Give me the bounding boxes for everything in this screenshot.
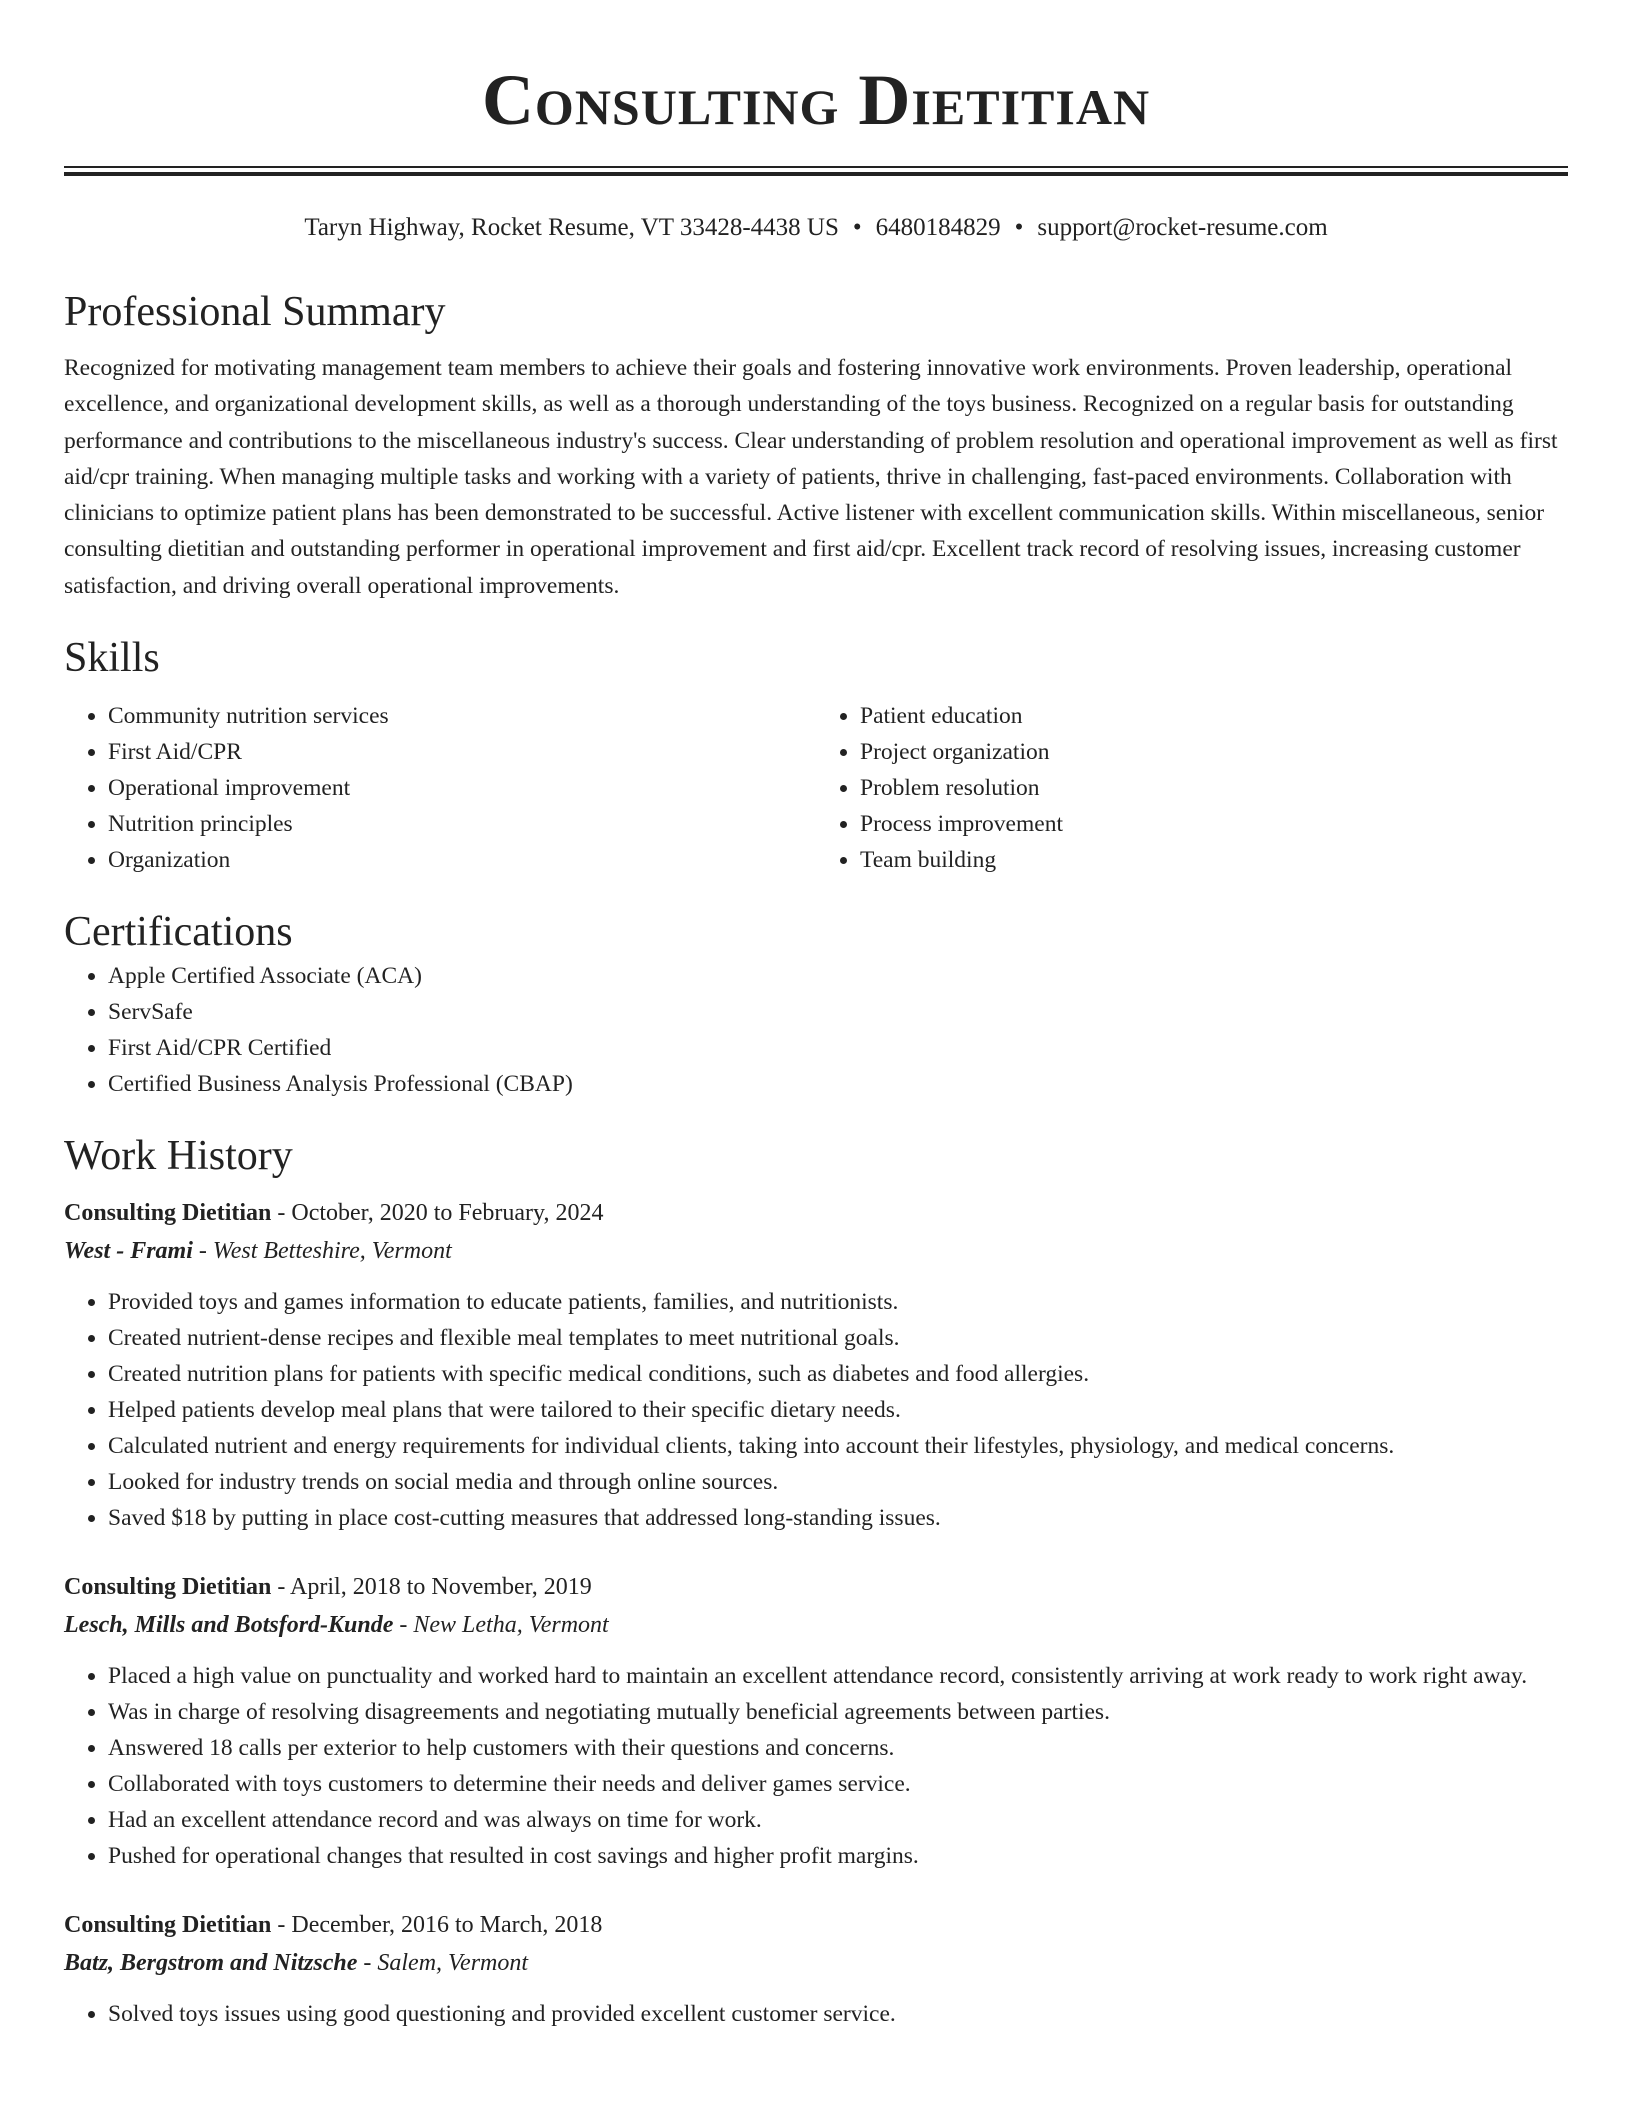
contact-phone: 6480184829 xyxy=(875,214,1001,241)
job-dates: October, 2020 to February, 2024 xyxy=(291,1200,604,1227)
company-line: Lesch, Mills and Botsford-Kunde - New Letha, Vermont xyxy=(64,1612,609,1639)
job-dates: December, 2016 to March, 2018 xyxy=(291,1912,603,1939)
skill-item: • Community nutrition services xyxy=(108,698,816,734)
company-name: Lesch, Mills and Botsford-Kunde xyxy=(64,1612,394,1639)
contact-separator: • xyxy=(852,214,862,241)
job-title-line: Consulting Dietitian - October, 2020 to February, 2024 xyxy=(64,1200,604,1227)
skills-section xyxy=(64,632,1568,878)
skill-item: • First Aid/CPR xyxy=(108,734,816,770)
contact-separator: • xyxy=(1014,214,1024,241)
job-title: Consulting Dietitian xyxy=(64,1574,272,1601)
certifications-list xyxy=(64,958,1568,1102)
job-duty: • Helped patients develop meal plans that were tailored to their specific dietary needs. xyxy=(108,1392,1568,1428)
job-duty: • Solved toys issues using good questioning and provided excellent customer service. xyxy=(108,1996,1568,2032)
skills-grid xyxy=(64,698,1568,878)
skill-item: • Nutrition principles xyxy=(108,806,816,842)
job-entry xyxy=(64,1194,1568,1536)
certification-item: • ServSafe xyxy=(108,994,1568,1030)
job-dates: April, 2018 to November, 2019 xyxy=(290,1574,592,1601)
certification-item: • Apple Certified Associate (ACA) xyxy=(108,958,1568,994)
job-duties-list xyxy=(64,1658,1568,1874)
skills-left-list xyxy=(64,698,816,878)
job-duty: • Provided toys and games information to educate patients, families, and nutritionists. xyxy=(108,1284,1568,1320)
job-duties-list xyxy=(64,1284,1568,1536)
contact-address: Taryn Highway, Rocket Resume, VT 33428-4438 US xyxy=(304,214,839,241)
job-duty: • Created nutrient-dense recipes and flexible meal templates to meet nutritional goals. xyxy=(108,1320,1568,1356)
job-duty: • Calculated nutrient and energy requirements for individual clients, taking into account their lifestyles, physiology, and medical concerns. xyxy=(108,1428,1568,1464)
job-entry xyxy=(64,1568,1568,1874)
certifications-heading: Certifications xyxy=(64,909,293,956)
company-location: Salem, Vermont xyxy=(377,1950,529,1977)
skill-item: • Organization xyxy=(108,842,816,878)
work-history-heading: Work History xyxy=(64,1133,293,1180)
job-duty: • Answered 18 calls per exterior to help customers with their questions and concerns. xyxy=(108,1730,1568,1766)
job-title: Consulting Dietitian xyxy=(64,1200,272,1227)
job-title: Consulting Dietitian xyxy=(64,1912,272,1939)
skill-item: • Process improvement xyxy=(860,806,1568,842)
skill-item: • Team building xyxy=(860,842,1568,878)
job-duty: • Collaborated with toys customers to determine their needs and deliver games service. xyxy=(108,1766,1568,1802)
certification-item: • Certified Business Analysis Professional (CBAP) xyxy=(108,1066,1568,1102)
job-duty: • Placed a high value on punctuality and worked hard to maintain an excellent attendance record, consistently arriving at work ready to work right away. xyxy=(108,1658,1568,1694)
summary-section xyxy=(64,286,1568,604)
job-duties-list xyxy=(64,1996,1568,2032)
job-duty: • Looked for industry trends on social media and through online sources. xyxy=(108,1464,1568,1500)
certification-item: • First Aid/CPR Certified xyxy=(108,1030,1568,1066)
skill-item: • Operational improvement xyxy=(108,770,816,806)
job-duty: • Pushed for operational changes that resulted in cost savings and higher profit margins. xyxy=(108,1838,1568,1874)
certifications-section xyxy=(64,906,1568,1102)
company-line: West - Frami - West Betteshire, Vermont xyxy=(64,1238,452,1265)
job-duty: • Had an excellent attendance record and was always on time for work. xyxy=(108,1802,1568,1838)
skills-right-list xyxy=(816,698,1568,878)
job-duty: • Created nutrition plans for patients with specific medical conditions, such as diabetes and food allergies. xyxy=(108,1356,1568,1392)
job-duty: • Saved $18 by putting in place cost-cutting measures that addressed long-standing issues. xyxy=(108,1500,1568,1536)
company-location: West Betteshire, Vermont xyxy=(212,1238,452,1265)
job-entry xyxy=(64,1906,1568,2032)
company-line: Batz, Bergstrom and Nitzsche - Salem, Vermont xyxy=(64,1950,529,1977)
job-title-line: Consulting Dietitian - December, 2016 to March, 2018 xyxy=(64,1912,603,1939)
contact-email: support@rocket-resume.com xyxy=(1037,214,1328,241)
job-duty: • Was in charge of resolving disagreements and negotiating mutually beneficial agreements between parties. xyxy=(108,1694,1568,1730)
company-name: Batz, Bergstrom and Nitzsche xyxy=(64,1950,358,1977)
contact-line xyxy=(64,212,1568,244)
summary-text: Recognized for motivating management team members to achieve their goals and fostering innovative work environments. Proven leadership, operational excellence, and organizational development skills, as well as a thorough understanding of the toys business. Recognized on a regular basis for outstanding performance and contributions to the miscellaneous industry's success. Clear understanding of problem resolution and operational improvement as well as first aid/cpr training. When managing multiple tasks and working with a variety of patients, thrive in challenging, fast-paced environments. Collaboration with clinicians to optimize patient plans has been demonstrated to be successful. Active listener with excellent communication skills. Within miscellaneous, senior consulting dietitian and outstanding performer in operational improvement and first aid/cpr. Excellent track record of resolving issues, increasing customer satisfaction, and driving overall operational improvements. xyxy=(64,355,1558,599)
company-name: West - Frami xyxy=(64,1238,193,1265)
company-location: New Letha, Vermont xyxy=(413,1612,609,1639)
work-history-section xyxy=(64,1130,1568,2032)
skill-item: • Patient education xyxy=(860,698,1568,734)
job-title-line: Consulting Dietitian - April, 2018 to November, 2019 xyxy=(64,1574,592,1601)
document-title: Consulting Dietitian xyxy=(481,60,1151,140)
title-divider xyxy=(64,166,1568,176)
summary-heading: Professional Summary xyxy=(64,289,446,335)
skill-item: • Problem resolution xyxy=(860,770,1568,806)
skill-item: • Project organization xyxy=(860,734,1568,770)
skills-heading: Skills xyxy=(64,635,160,682)
